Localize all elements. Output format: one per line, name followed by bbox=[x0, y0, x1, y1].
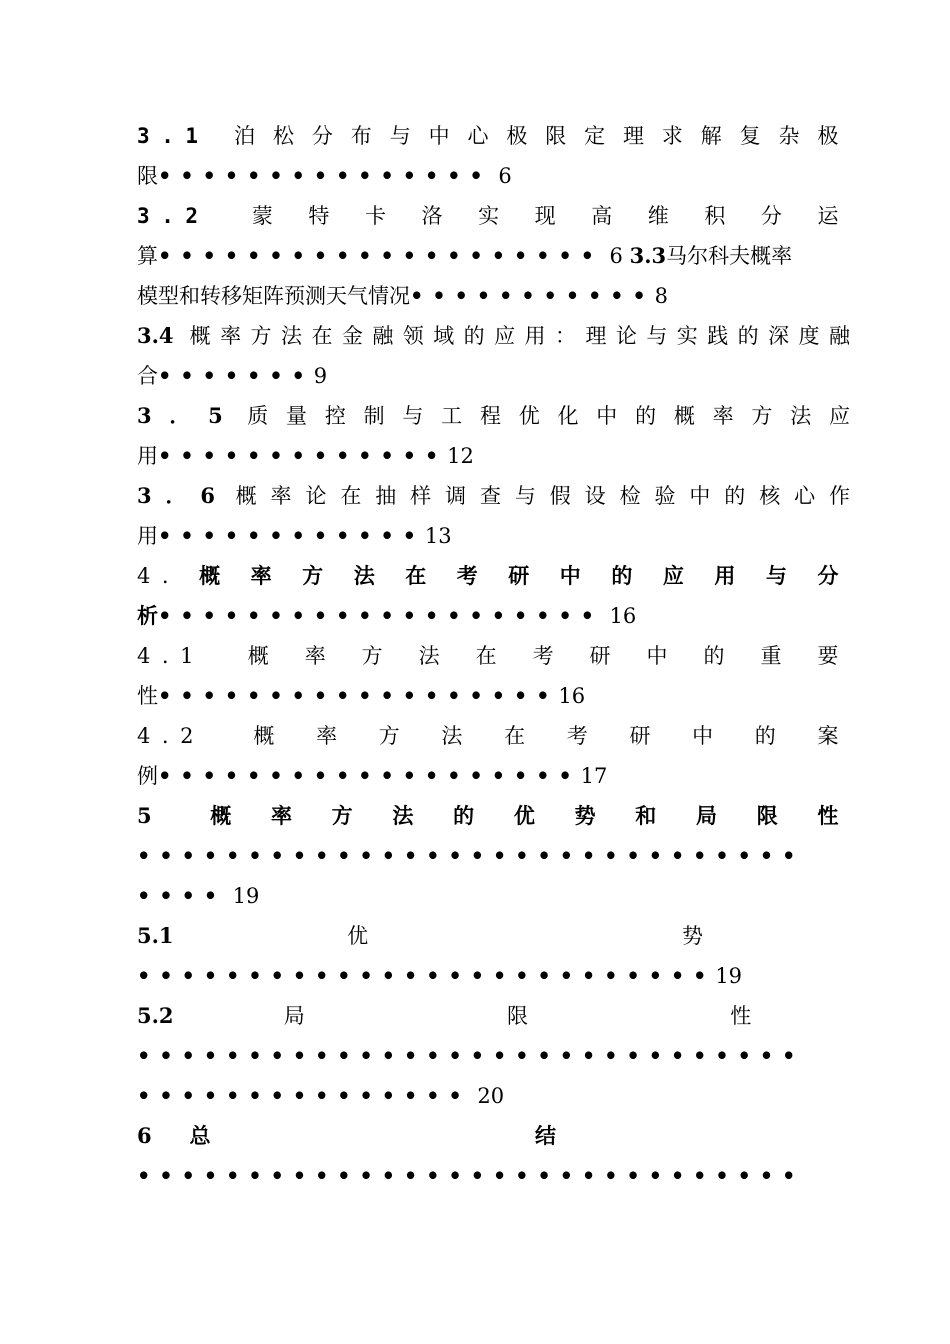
page-number: 13 bbox=[424, 524, 452, 548]
page-number: 20 bbox=[477, 1084, 505, 1108]
leader-dots: •••• bbox=[137, 883, 226, 908]
toc-line: 模型和转移矩阵预测天气情况•••••••••••8 bbox=[137, 283, 669, 308]
toc-line: 5 概率方法的优势和局限性 bbox=[137, 803, 850, 828]
toc-line: 4.概率方法在考研中的应用与分 bbox=[137, 563, 850, 588]
toc-line: 5.2 局限性 bbox=[137, 1003, 850, 1028]
toc-line: 3.4 概率方法在金融领域的应用：理论与实践的深度融 bbox=[137, 323, 850, 348]
toc-line: 5.1 优势 bbox=[137, 923, 850, 948]
leader-dots: •••••••••••••••••••••••••••••• bbox=[137, 1043, 805, 1068]
toc-line bbox=[137, 956, 850, 996]
leader-dots: ••••••••••••••• bbox=[137, 1083, 471, 1108]
toc-line: 3．5 质量控制与工程优化中的概率方法应 bbox=[137, 403, 850, 428]
toc-line: 限••••••••••••••• 6 bbox=[137, 163, 512, 188]
toc-line bbox=[137, 836, 850, 876]
page-number: 19 bbox=[232, 884, 260, 908]
page-number: 8 bbox=[654, 284, 669, 308]
toc-line: 用•••••••••••••12 bbox=[137, 443, 474, 468]
leader-dots: ••••••••••••• bbox=[158, 443, 448, 468]
page-number: 16 bbox=[558, 684, 586, 708]
leader-dots: •••••••••••••••••••••••••• bbox=[137, 963, 716, 988]
leader-dots: ••••••••••• bbox=[410, 283, 655, 308]
leader-dots: •••••••••••••••••• bbox=[158, 683, 559, 708]
page-number: 12 bbox=[447, 444, 474, 468]
toc-line: 4.1 概率方法在考研中的重要 bbox=[137, 644, 850, 668]
leader-dots: ••••••• bbox=[158, 363, 314, 388]
toc-line: 合•••••••9 bbox=[137, 363, 328, 388]
toc-line: 算•••••••••••••••••••• 6 3.3马尔科夫概率 bbox=[137, 243, 793, 268]
toc-line: 3.1 泊松分布与中心极限定理求解复杂极 bbox=[137, 124, 850, 148]
leader-dots: ••••••••••••••••••• bbox=[158, 763, 581, 788]
toc-line: 析•••••••••••••••••••• 16 bbox=[137, 603, 637, 628]
toc-line bbox=[137, 1156, 850, 1196]
page-number: 19 bbox=[715, 964, 743, 988]
toc-line: 3.2 蒙特卡洛实现高维积分运 bbox=[137, 204, 850, 228]
toc-line: 4.2 概率方法在考研中的案 bbox=[137, 724, 850, 748]
toc-line bbox=[137, 876, 850, 916]
page-number: 6 bbox=[609, 244, 623, 268]
leader-dots: •••••••••••••••••••••••••••••• bbox=[137, 1163, 805, 1188]
toc-line bbox=[137, 1076, 850, 1116]
toc-line bbox=[137, 1036, 850, 1076]
toc-line: 性••••••••••••••••••16 bbox=[137, 683, 586, 708]
toc-line: 用••••••••••••13 bbox=[137, 523, 452, 548]
leader-dots: •••••••••••••••••••• bbox=[158, 243, 603, 268]
table-of-contents bbox=[137, 116, 850, 1196]
toc-line: 3．6 概率论在抽样调查与假设检验中的核心作 bbox=[137, 483, 850, 508]
page-number: 16 bbox=[609, 604, 637, 628]
toc-line: 例•••••••••••••••••••17 bbox=[137, 763, 608, 788]
leader-dots: •••••••••••• bbox=[158, 523, 425, 548]
leader-dots: •••••••••••••••••••• bbox=[158, 603, 603, 628]
toc-line: 6 总结 bbox=[137, 1123, 850, 1148]
leader-dots: ••••••••••••••• bbox=[158, 163, 492, 188]
leader-dots: •••••••••••••••••••••••••••••• bbox=[137, 843, 805, 868]
page-number: 6 bbox=[498, 164, 512, 188]
page-number: 9 bbox=[313, 364, 328, 388]
page-number: 17 bbox=[580, 764, 608, 788]
